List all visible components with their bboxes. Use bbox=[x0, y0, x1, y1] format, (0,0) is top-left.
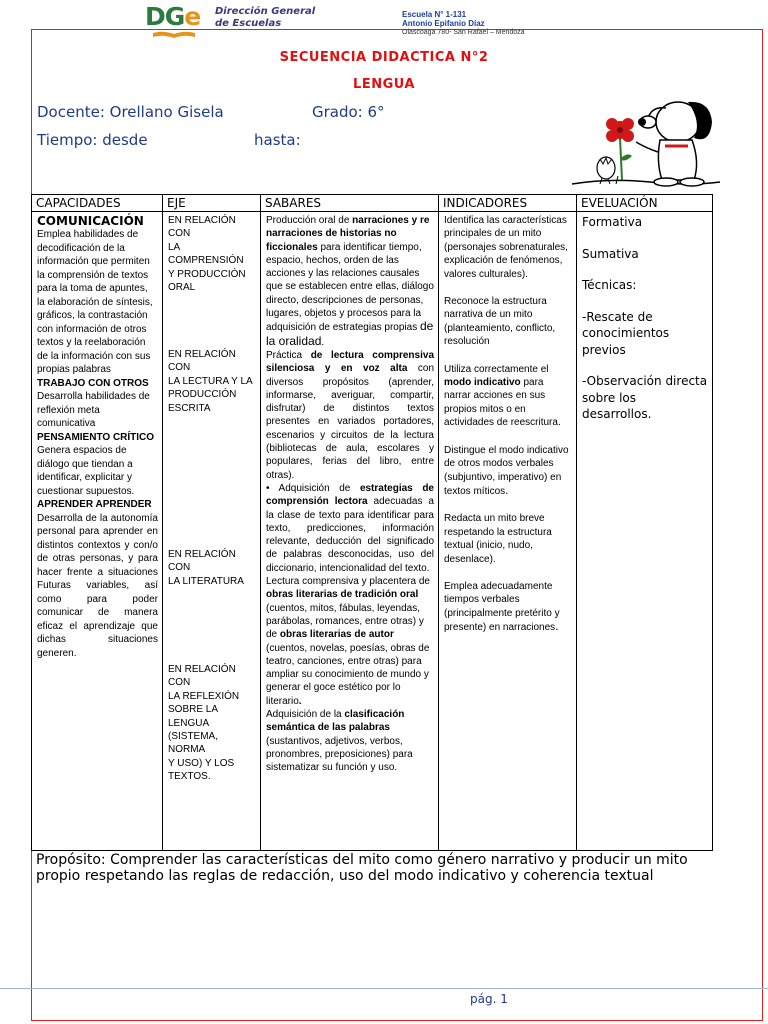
book-icon bbox=[151, 31, 197, 39]
tiempo-label: Tiempo: desde bbox=[37, 131, 148, 149]
saber-estrategias: • Adquisición de estrategias de comprensión lectora adecuadas a la clase de texto para identificar para texto, predicciones, información relevante, deducción del significado de palabras desconocidas, uso del diccionario, intencionalidad del texto. bbox=[266, 482, 434, 574]
indicador-2: Reconoce la estructura narrativa de un mito (planteamiento, conflicto, resolución bbox=[444, 296, 556, 348]
proposito-text: Propósito: Comprender las características del mito como género narrativo y producir un mito propio respetando las reglas de redacción, uso del modo indicativo y coherencia textual bbox=[36, 852, 688, 884]
indicador-4: Distingue el modo indicativo de otros modos verbales (subjuntivo, imperativo) en textos míticos. bbox=[444, 444, 569, 497]
evaluacion-sumativa: Sumativa bbox=[582, 246, 639, 261]
indicadores-cell bbox=[439, 212, 577, 851]
indicador-3: Utiliza correctamente el modo indicativo para narrar acciones en sus propios mitos o en actividades de reescritura. bbox=[444, 363, 561, 429]
hasta-label: hasta: bbox=[254, 131, 301, 149]
evaluacion-formativa: Formativa bbox=[582, 215, 643, 229]
logo-text: Dirección General de Escuelas bbox=[215, 6, 316, 29]
indicador-6: Emplea adecuadamente tiempos verbales (principalmente pretérito y presente) en narraciones. bbox=[444, 580, 560, 634]
saberes-cell bbox=[261, 212, 439, 851]
saber-clasificacion: Adquisición de la clasificación semántica de las palabras (sustantivos, adjetivos, verbos, pronombres, preposiciones) para sistematizar su función y uso. bbox=[266, 708, 413, 774]
header-eje: EJE bbox=[163, 195, 261, 212]
header-evaluacion: EVELUACIÓN bbox=[577, 195, 713, 212]
snoopy-illustration bbox=[570, 92, 722, 192]
indicador-1: Identifica las características principales de un mito (personajes sobrenaturales, explicación de fenómenos, valores culturales). bbox=[444, 215, 568, 280]
page-title: SECUENCIA DIDACTICA N°2 bbox=[279, 50, 489, 65]
evaluacion-observacion: -Observación directa sobre los desarrollos. bbox=[582, 374, 708, 421]
indicador-5: Redacta un mito breve respetando la estructura textual (inicio, nudo, desenlace). bbox=[444, 513, 552, 565]
eje-escrita: EN RELACIÓN CON LA LECTURA Y LA PRODUCCIÓN ESCRITA bbox=[168, 349, 253, 414]
saber-literatura: Lectura comprensiva y placentera de obras literarias de tradición oral (cuentos, mitos, fábulas, leyendas, parábolas, romances, entre otras) y de obras literarias de autor (cuentos, novelas, poesías, obras de teatro, canciones, entre otras) para ampliar su conocimiento de mundo y generar el goce estético por lo literario. bbox=[266, 576, 430, 707]
eje-oral: EN RELACIÓN CON LA COMPRENSIÓN Y PRODUCCIÓN ORAL bbox=[168, 215, 246, 294]
saber-lectura: Práctica de lectura comprensiva silenciosa y en voz alta con diversos propósitos (aprender, informarse, averiguar, compartir, disfrutar) de distintos textos presentes en variados portadores, escenarios y circuitos de la lectura (bibliotecas de aula, escolares y populares, ferias del libro, entre otras). bbox=[266, 349, 435, 481]
school-info: Escuela N° 1-131 Antonio Epifanio Díaz Olascoaga 780- San Rafael – Mendoza bbox=[402, 10, 525, 36]
eje-literatura: EN RELACIÓN CON LA LITERATURA bbox=[168, 549, 244, 587]
logo-mark: DGe bbox=[145, 2, 201, 31]
grado-label: Grado: 6° bbox=[312, 103, 385, 121]
header-indicadores: INDICADORES bbox=[439, 195, 577, 212]
subject-title: LENGUA bbox=[353, 77, 415, 92]
footer-divider bbox=[0, 988, 768, 989]
saber-oral: Producción oral de narraciones y re narraciones de historias no ficcionales para identificar tiempo, espacio, hechos, orden de las acciones y las relaciones causales que se establecen entre ellas, diálogo directo, descripciones de personas, lugares, objetos y procesos para la adquisición de estrategias propias de la oralidad. bbox=[266, 215, 434, 348]
evaluacion-rescate: -Rescate de conocimientos previos bbox=[582, 309, 670, 357]
docente-label: Docente: Orellano Gisela bbox=[37, 103, 224, 121]
evaluacion-cell bbox=[577, 212, 713, 851]
table-header-row bbox=[32, 195, 713, 212]
capacidades-cell: COMUNICACIÓN Emplea habilidades de decodificación de la información que permiten la comprensión de textos para la toma de apuntes, la elaboración de síntesis, gráficos, la contrastación con información de otros textos y la reelaboración de la información con sus propias palabras TRABAJO CON OTROS Desarrolla habilidades de reflexión meta comunicativa PENSAMIENTO CRÍTICO Genera espacios de diálogo que tiendan a identificar, explicitar y cuestionar supuestos. APRENDER APRENDER Desarrolla de la autonomía personal para aprender en distintos contextos y con/o de otras personas, y para hacer frente a situaciones Futuras variables, así como para poder comunicar de manera eficaz el aprendizaje que dichas situaciones generen. bbox=[32, 212, 163, 851]
page-number: pág. 1 bbox=[470, 992, 508, 1006]
eje-cell bbox=[163, 212, 261, 851]
header-saberes: SABARES bbox=[261, 195, 439, 212]
plan-table bbox=[31, 194, 713, 851]
eje-reflexion: EN RELACIÓN CON LA REFLEXIÓN SOBRE LA LENGUA (SISTEMA, NORMA Y USO) Y LOS TEXTOS. bbox=[168, 664, 240, 783]
evaluacion-tecnicas: Técnicas: bbox=[582, 278, 637, 292]
header-capacidades: CAPACIDADES bbox=[32, 195, 163, 212]
table-row bbox=[32, 212, 713, 851]
